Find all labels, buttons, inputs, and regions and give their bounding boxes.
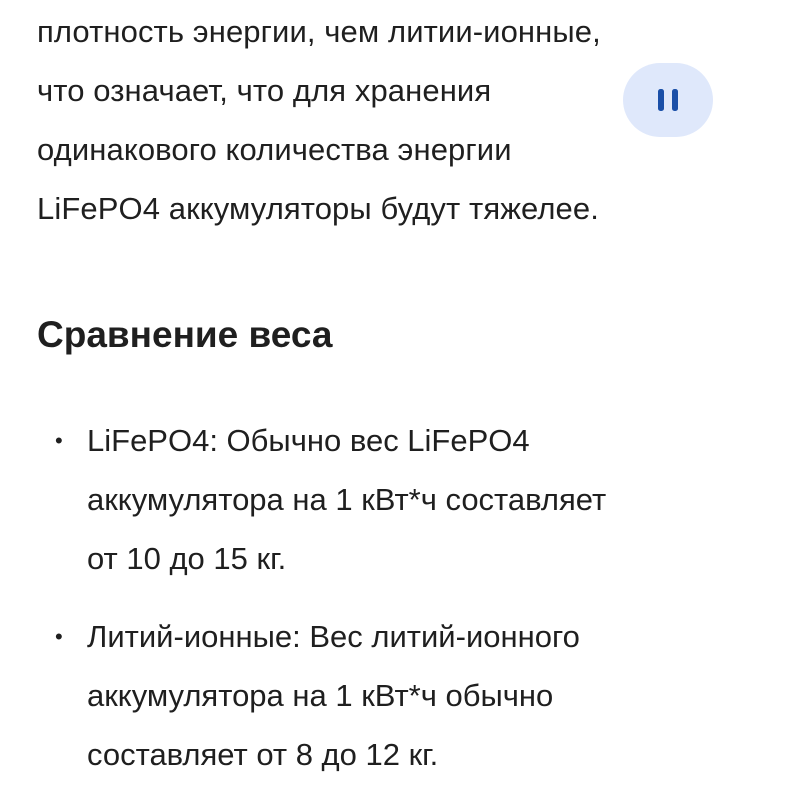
paragraph-line: LiFePO4 аккумуляторы будут тяжелее. [37,191,599,226]
list-item-line: аккумулятора на 1 кВт*ч составляет [87,482,607,517]
list-item-line: составляет от 8 до 12 кг. [87,737,439,772]
pause-button[interactable] [623,63,713,137]
list-item-line: Литий-ионные: Вес литий-ионного [87,619,580,654]
bullet-marker: • [55,428,63,453]
paragraph-line: плотность энергии, чем литии-ионные, [37,14,601,49]
list-item-line: LiFePO4: Обычно вес LiFePO4 [87,423,530,458]
paragraph-line: одинакового количества энергии [37,132,512,167]
section-heading: Сравнение веса [37,314,333,355]
list-item-line: аккумулятора на 1 кВт*ч обычно [87,678,554,713]
bullet-marker: • [55,624,63,649]
pause-icon [654,83,682,117]
paragraph-line: что означает, что для хранения [37,73,492,108]
list-item-line: от 10 до 15 кг. [87,541,287,576]
